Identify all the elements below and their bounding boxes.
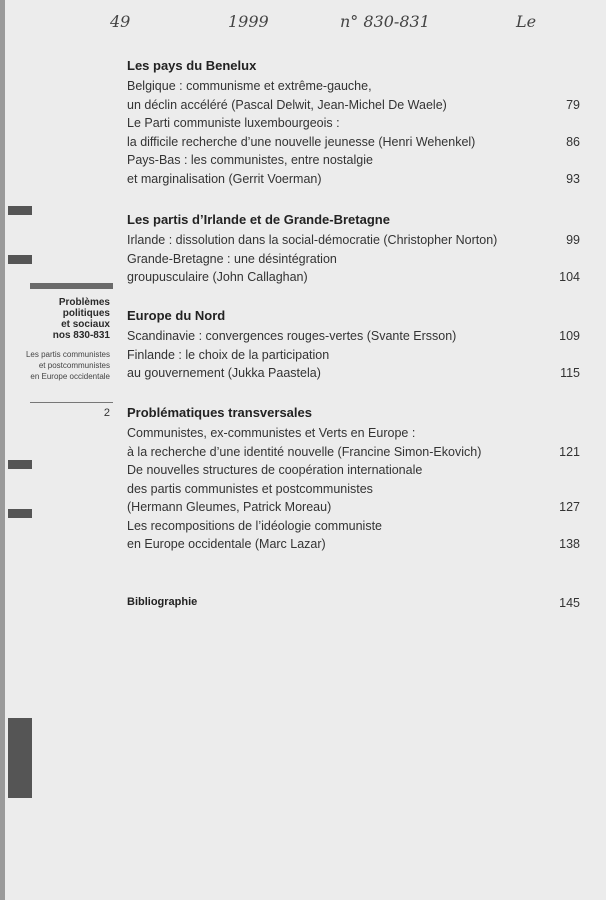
toc-section [127,211,580,287]
entry-text: Le Parti communiste luxembourgeois : [127,116,340,130]
publication-title-line: et sociaux [61,319,110,330]
entry-text: Belgique : communisme et extrême-gauche, [127,79,372,93]
entry-text: Scandinavie : convergences rouges-vertes (Svante Ersson) [127,329,457,343]
entry-text: Pays-Bas : les communistes, entre nostalgie [127,153,373,167]
bibliography-page: 145 [559,596,580,610]
bibliography-label: Bibliographie [127,596,198,608]
edge-mark [8,255,32,264]
entry-page: 127 [559,500,580,514]
publication-subtitle-line: en Europe occidentale [30,372,110,381]
entry-page: 121 [559,444,580,459]
entry-text: Grande-Bretagne : une désintégration [127,251,337,266]
bibliography-entry [127,596,580,608]
sidebar-rule [30,283,113,289]
toc-entry [127,231,580,250]
toc-section [127,307,580,383]
entry-page: 93 [566,171,580,186]
entry-text: Les recompositions de l’idéologie communiste [127,518,382,533]
entry-text: (Hermann Gleumes, Patrick Moreau) [127,500,332,514]
handwritten-note: Le [516,12,537,31]
toc-entry [127,424,580,461]
entry-text: Finlande : le choix de la participation [127,347,330,362]
page-number: 2 [103,407,110,419]
publication-title-line: politiques [62,308,110,319]
entry-page: 99 [566,233,580,247]
publication-title-line: Problèmes [58,297,110,308]
entry-text: des partis communistes et postcommunistes [127,481,373,496]
entry-page: 86 [566,134,580,149]
section-title: Les pays du Benelux [127,58,257,73]
binding-edge [0,0,5,900]
entry-text: De nouvelles structures de coopération internationale [127,463,423,477]
entry-text: Irlande : dissolution dans la social-démocratie (Christopher Norton) [127,233,498,247]
section-title: Les partis d’Irlande et de Grande-Bretagne [127,212,390,227]
publication-subtitle [10,349,110,382]
entry-text: la difficile recherche d’une nouvelle jeunesse (Henri Wehenkel) [127,134,476,149]
section-title: Problématiques transversales [127,405,312,420]
toc-entry [127,517,580,554]
entry-page: 115 [560,366,580,380]
handwritten-note: 49 [110,12,131,31]
toc-section [127,404,580,554]
publication-subtitle-line: Les partis communistes [25,350,110,359]
toc-entry [127,250,580,287]
entry-page: 79 [566,97,580,112]
edge-mark [8,460,32,469]
toc-section [127,57,580,188]
edge-mark [8,206,32,215]
handwritten-note: n° 830-831 [340,12,430,31]
sidebar-rule [30,402,113,403]
publication-title-line: nos 830-831 [52,330,110,341]
entry-text: au gouvernement (Jukka Paastela) [127,366,321,380]
toc-entry [127,346,580,383]
entry-page: 138 [559,537,580,551]
entry-text: Communistes, ex-communistes et Verts en Europe : [127,426,416,440]
entry-page: 109 [559,329,580,343]
toc-entry [127,151,580,188]
entry-text: un déclin accéléré (Pascal Delwit, Jean-Michel De Waele) [127,97,447,112]
publication-subtitle-line: et postcommunistes [38,361,110,370]
toc-entry [127,461,580,517]
entry-text: à la recherche d’une identité nouvelle (Francine Simon-Ekovich) [127,444,482,459]
handwritten-note: 1999 [228,12,269,31]
entry-text: en Europe occidentale (Marc Lazar) [127,537,326,551]
entry-text: groupusculaire (John Callaghan) [127,270,308,284]
edge-mark [8,509,32,518]
entry-text: et marginalisation (Gerrit Voerman) [127,171,322,186]
toc-entry [127,77,580,114]
section-title: Europe du Nord [127,308,226,323]
toc-entry [127,327,580,346]
toc-entry [127,114,580,151]
entry-page: 104 [559,270,580,284]
publication-title [10,297,110,341]
edge-mark [8,718,32,798]
